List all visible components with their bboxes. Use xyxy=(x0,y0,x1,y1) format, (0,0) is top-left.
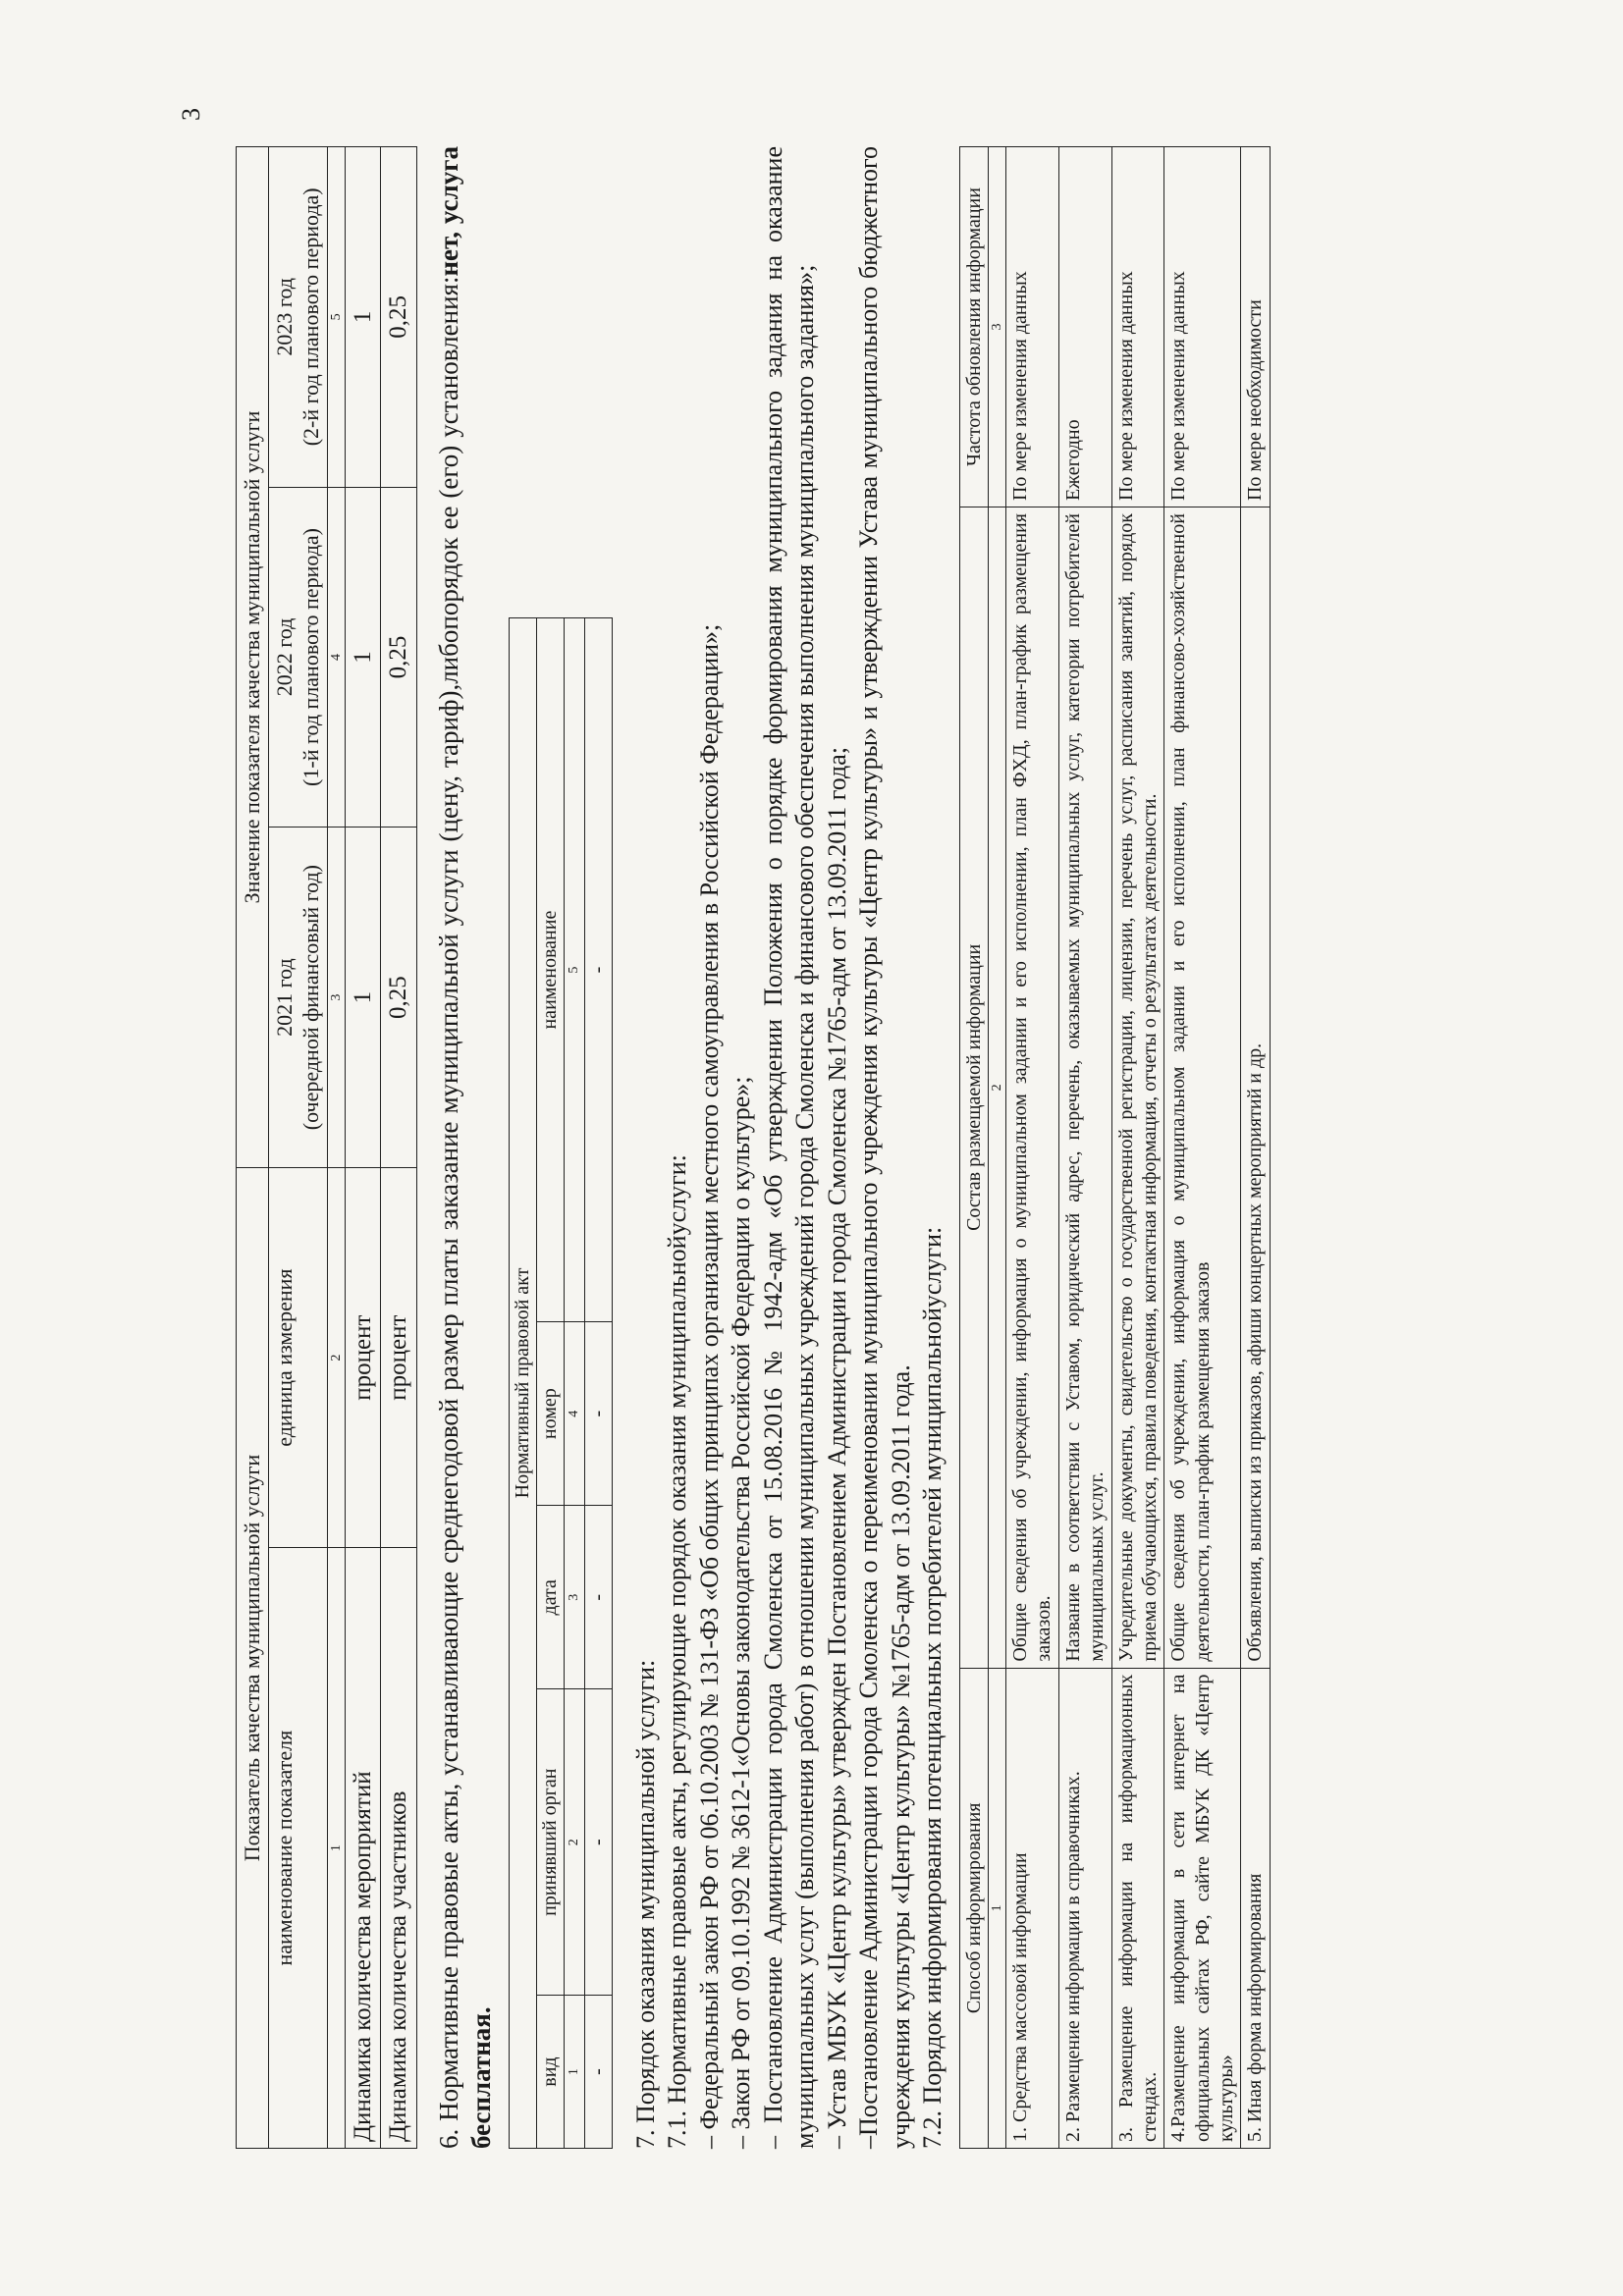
col-number: 1 xyxy=(988,1668,1005,2148)
col-year-2021-label: 2021 год xyxy=(271,958,297,1037)
col-act-type: вид xyxy=(537,1996,565,2149)
table-row xyxy=(1058,147,1111,2149)
indicator-name: Динамика количества мероприятий xyxy=(346,1548,381,2149)
table-cell: - xyxy=(584,1506,612,1689)
col-number: 3 xyxy=(565,1506,585,1689)
regulation-item: – Постановление Администрации города Смоленска от 15.08.2016 № 1942-адм «Об утверждении Положения о порядке формирования муниципального задания на оказание муниципальных услуг (выполнения работ) в отношении муниципальных учреждений города Смоленска и финансового обеспечения выполнения муниципального задания»; xyxy=(758,146,819,2149)
info-content: Объявления, выписки из приказов, афиши концертных мероприятий и др. xyxy=(1241,507,1270,1669)
info-method: 5. Иная форма информирования xyxy=(1241,1668,1270,2148)
col-year-2021-note: (очередной финансовый год) xyxy=(298,864,323,1131)
indicator-unit: процент xyxy=(346,1167,381,1547)
table-cell: - xyxy=(584,1996,612,2149)
regulatory-act-header: Нормативный правовой акт xyxy=(510,618,537,2149)
col-number: 5 xyxy=(327,147,346,488)
info-method: 2. Размещение информации в справочниках. xyxy=(1058,1668,1111,2148)
value-2022: 1 xyxy=(346,487,381,828)
page-number: 3 xyxy=(177,108,205,121)
section-7-2-title: 7.2. Порядок информирования потенциальных потребителей муниципальнойуслуги: xyxy=(918,1226,947,2149)
value-group-header: Значение показателя качества муниципальной услуги xyxy=(237,147,269,1168)
info-frequency: По мере необходимости xyxy=(1241,147,1270,507)
col-year-2023 xyxy=(268,147,327,488)
col-number: 3 xyxy=(327,828,346,1168)
section-7 xyxy=(630,146,949,2149)
col-number: 4 xyxy=(327,487,346,828)
section-7-title: 7. Порядок оказания муниципальной услуги: xyxy=(630,1659,660,2149)
col-number: 2 xyxy=(327,1167,346,1547)
info-content: Общие сведения об учреждении, информация о муниципальном задании и его исполнении, план ФХД, план-график размещения заказов. xyxy=(1005,507,1058,1669)
section-6-text: 6. Нормативные правовые акты, устанавливающие среднегодовой размер платы заказание муниципальной услуги (цену, тариф),либопорядок ее (его) установления: xyxy=(433,276,463,2149)
col-year-2023-note: (2-й год планового периода) xyxy=(298,187,323,447)
col-year-2023-label: 2023 год xyxy=(271,278,297,356)
info-frequency: По мере изменения данных xyxy=(1164,147,1241,507)
information-table xyxy=(959,146,1271,2149)
regulatory-act-table xyxy=(509,617,613,2149)
table-cell: - xyxy=(584,1322,612,1506)
col-year-2021 xyxy=(268,828,327,1168)
info-content: Название в соответствии с Уставом, юридический адрес, перечень, оказываемых муниципальных услуг, категории потребителей муниципальных услуг. xyxy=(1058,507,1111,1669)
col-act-title: наименование xyxy=(537,618,565,1322)
table-row xyxy=(1005,147,1058,2149)
col-number: 2 xyxy=(988,507,1005,1669)
col-number: 3 xyxy=(988,147,1005,507)
table-cell: - xyxy=(584,1689,612,1996)
info-frequency: По мере изменения данных xyxy=(1005,147,1058,507)
value-2022: 0,25 xyxy=(381,487,416,828)
value-2023: 1 xyxy=(346,147,381,488)
indicator-name: Динамика количества участников xyxy=(381,1548,416,2149)
col-number: 1 xyxy=(565,1996,585,2149)
info-frequency: Ежегодно xyxy=(1058,147,1111,507)
page-content xyxy=(236,146,1271,2149)
col-method: Способ информирования xyxy=(959,1668,988,2148)
value-2021: 1 xyxy=(346,828,381,1168)
info-method: 4.Размещение информации в сети интернет на официальных сайтах РФ, сайте МБУК ДК «Центр культуры» xyxy=(1164,1668,1241,2148)
table-row xyxy=(1164,147,1241,2149)
table-row xyxy=(1111,147,1164,2149)
table-cell: - xyxy=(584,618,612,1322)
table-row xyxy=(346,147,381,2149)
col-number: 4 xyxy=(565,1322,585,1506)
col-year-2022 xyxy=(268,487,327,828)
col-act-date: дата xyxy=(537,1506,565,1689)
value-2023: 0,25 xyxy=(381,147,416,488)
col-number: 1 xyxy=(327,1548,346,2149)
col-act-number: номер xyxy=(537,1322,565,1506)
col-indicator-name: наименование показателя xyxy=(268,1548,327,2149)
col-number: 5 xyxy=(565,618,585,1322)
regulation-item: – Закон РФ от 09.10.1992 № 3612-1«Основы законодательства Российской Федерации о культуре»; xyxy=(727,1076,755,2149)
col-content: Состав размещаемой информации xyxy=(959,507,988,1669)
table-row xyxy=(381,147,416,2149)
indicator-unit: процент xyxy=(381,1167,416,1547)
col-act-authority: принявший орган xyxy=(537,1689,565,1996)
col-number: 2 xyxy=(565,1689,585,1996)
section-6 xyxy=(433,146,500,2149)
col-frequency: Частота обновления информации xyxy=(959,147,988,507)
quality-indicators-table xyxy=(236,146,417,2149)
info-frequency: По мере изменения данных xyxy=(1111,147,1164,507)
section-6-answer: нет, услуга бесплатная. xyxy=(433,146,497,2149)
col-unit: единица измерения xyxy=(268,1167,327,1547)
table-row xyxy=(1241,147,1270,2149)
info-content: Учредительные документы, свидетельство о государственной регистрации, лицензии, перечень услуг, расписания занятий, порядок приема обучающихся, правила поведения, контактная информация, отчеты о результатах деятельности. xyxy=(1111,507,1164,1669)
section-7-1-title: 7.1. Нормативные правовые акты, регулирующие порядок оказания муниципальнойуслуги: xyxy=(663,1154,691,2149)
table-row xyxy=(584,618,612,2149)
regulation-item: – Федеральный закон РФ от 06.10.2003 № 131-ФЗ «Об общих принципах организации местного самоуправления в Российской Федерации»; xyxy=(694,623,724,2149)
info-method: 1. Средства массовой информации xyxy=(1005,1668,1058,2148)
info-method: 3. Размещение информации на информационных стендах. xyxy=(1111,1668,1164,2148)
info-content: Общие сведения об учреждении, информация о муниципальном задании и его исполнении, план финансово-хозяйственной деятельности, план-график размещения заказов xyxy=(1164,507,1241,1669)
col-year-2022-note: (1-й год планового периода) xyxy=(298,528,323,786)
regulation-item: – Устав МБУК «Центр культуры» утвержден Постановлением Администрации города Смоленска №1765-адм от 13.09.2011 года; xyxy=(822,746,851,2149)
quality-group-header: Показатель качества муниципальной услуги xyxy=(237,1167,269,2148)
regulation-item: –Постановление Администрации города Смоленска о переименовании муниципального учреждения культуры «Центр культуры» и утверждении Устава муниципального бюджетного учреждения культуры «Центр культуры» №1765-адм от 13.09.2011 года. xyxy=(854,146,915,2149)
value-2021: 0,25 xyxy=(381,828,416,1168)
col-year-2022-label: 2022 год xyxy=(271,617,297,697)
